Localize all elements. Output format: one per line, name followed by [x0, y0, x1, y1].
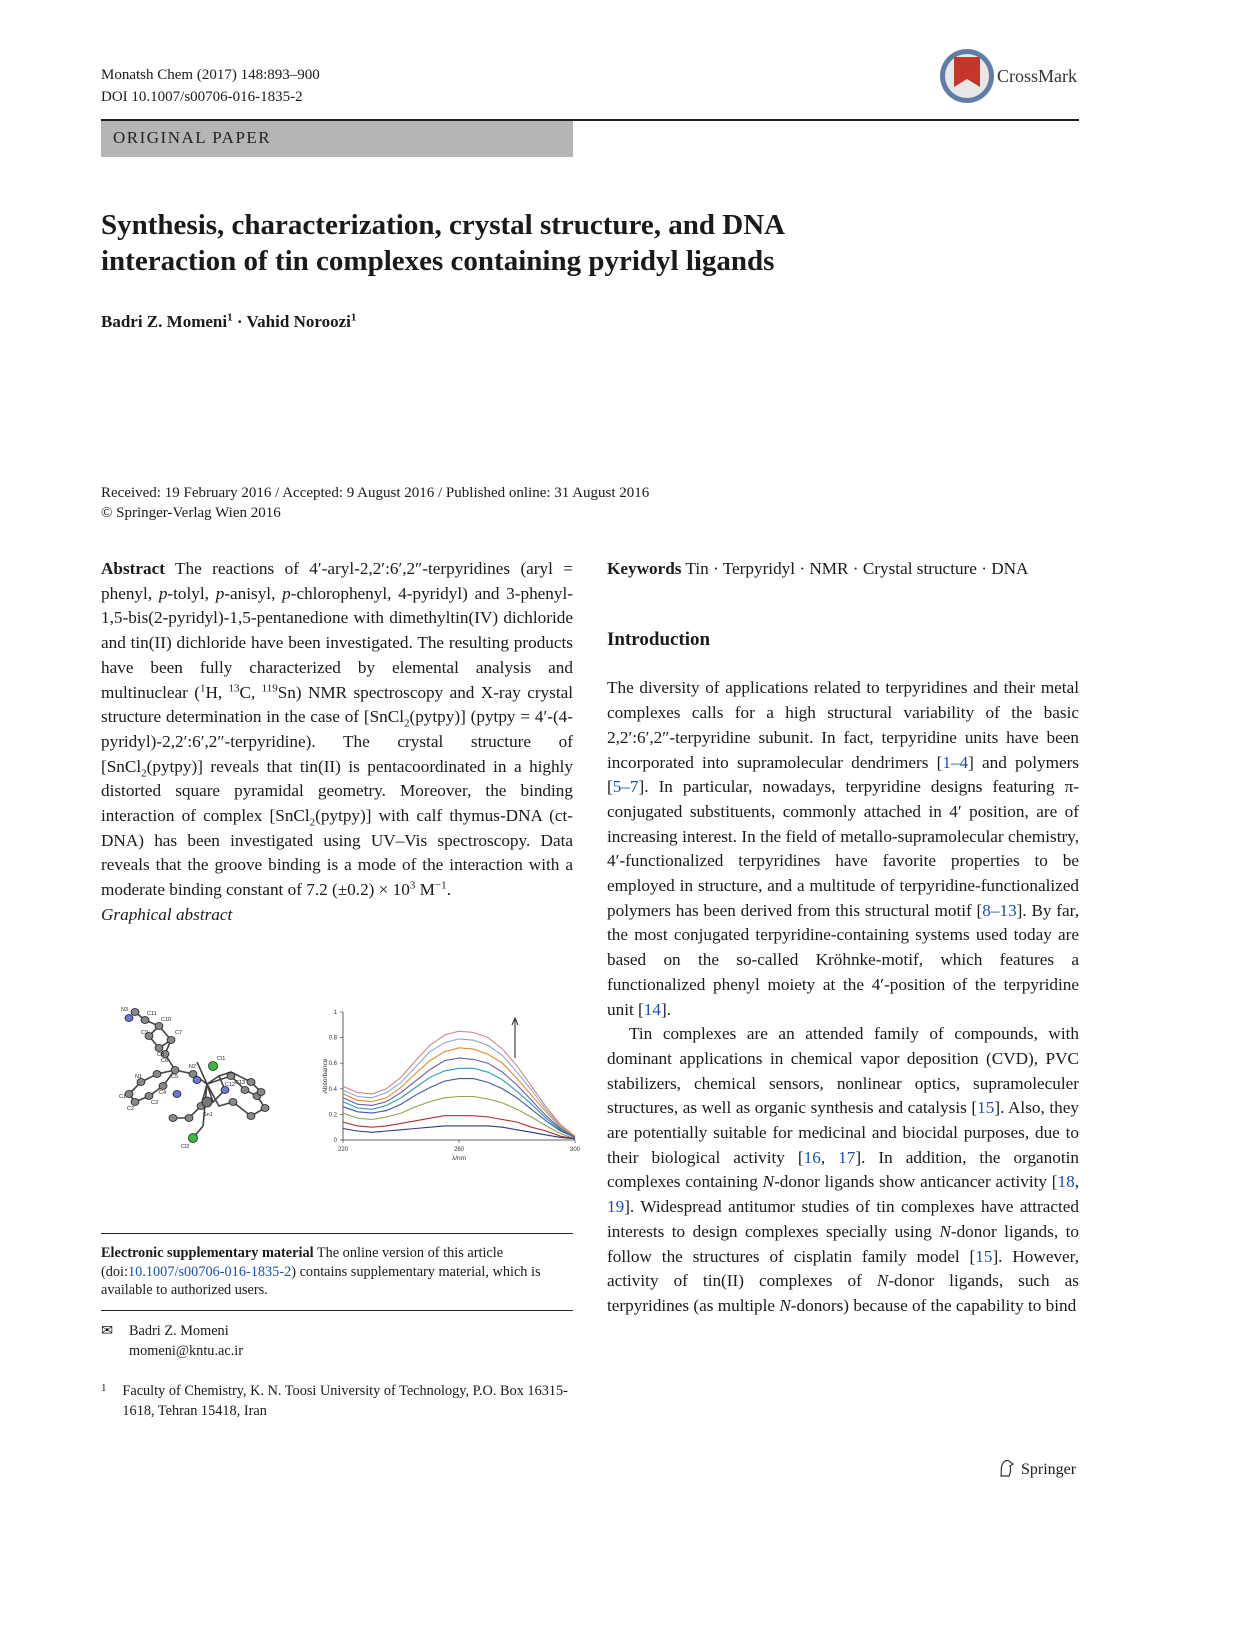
paper-title	[101, 207, 1001, 279]
atom-label: Sn1	[203, 1112, 213, 1118]
atom-label: C6	[161, 1058, 169, 1064]
y-tick-label: 0.2	[328, 1112, 337, 1119]
y-tick-label: 0.4	[328, 1086, 337, 1093]
atom-label: C13	[235, 1080, 246, 1086]
atom-label: C9	[141, 1030, 149, 1036]
journal-info	[101, 64, 320, 108]
author-separator: ·	[232, 312, 247, 331]
series-line	[343, 1126, 575, 1139]
atom-label: N3	[121, 1007, 129, 1013]
affiliation-block	[101, 1381, 573, 1421]
atom-label: C7	[175, 1030, 183, 1036]
atom-label: N2	[189, 1064, 197, 1070]
x-axis-label: λ/nm	[451, 1155, 467, 1162]
publisher-footer	[997, 1458, 1076, 1479]
atom-label: C8	[157, 1052, 165, 1058]
contact-rule	[101, 1310, 573, 1311]
affiliation-text: Faculty of Chemistry, K. N. Toosi University of Technology, P.O. Box 16315-1618, Tehran 15418, Iran	[122, 1383, 568, 1419]
section-label: ORIGINAL PAPER	[113, 128, 272, 147]
esm-label: Electronic supplementary material	[101, 1245, 314, 1261]
atom-label: C12	[225, 1082, 236, 1088]
supplementary-note	[101, 1244, 573, 1300]
atom-label: C11	[147, 1011, 157, 1017]
chart-series	[343, 1031, 575, 1139]
esm-doi-link[interactable]: 10.1007/s00706-016-1835-2	[128, 1263, 292, 1280]
introduction-heading: Introduction	[607, 628, 711, 650]
series-line	[343, 1031, 575, 1136]
atom-label: C10	[161, 1017, 172, 1023]
graphical-abstract-figure	[101, 998, 581, 1168]
abstract	[101, 557, 573, 903]
envelope-icon: ✉	[101, 1323, 113, 1339]
abstract-column	[101, 557, 573, 928]
intro-paragraph-1: The diversity of applications related to terpyridines and their metal complexes calls for a high structural variability of the basic 2,2′:6′,2″-terpyridine subunit. In fact, terpyridine units have been incorporated into supramolecular dendrimers [1–4] and polymers [5–7]. In particular, nowadays, terpyridine designs featuring π-conjugated substituents, commonly attached in 4′ position, are of increasing interest. In the field of metallo-supramolecular chemistry, 4′-functionalized terpyridines have favorite properties to be employed in structure, and a multitude of terpyridine-functionalized polymers has been derived from this structural motif [8–13]. By far, the most conjugated terpyridine-containing systems used today are based on the so-called Kröhnke-motif, which features a functionalized phenyl moiety at the 4′-position of the terpyridine unit [14].	[607, 678, 1079, 1019]
x-tick-label: 260	[453, 1147, 465, 1153]
y-tick-label: 1	[333, 1010, 337, 1016]
author-2-affil: 1	[350, 311, 357, 324]
affiliation-number: 1	[101, 1382, 107, 1394]
esm-rule	[101, 1233, 573, 1234]
keywords-label: Keywords	[607, 559, 682, 578]
keywords-text: Tin · Terpyridyl · NMR · Crystal structure · DNA	[681, 559, 1029, 578]
contact-name: Badri Z. Momeni	[129, 1323, 229, 1339]
atom-label: C1	[119, 1094, 127, 1100]
springer-horse-icon	[997, 1458, 1017, 1478]
abstract-label: Abstract	[101, 559, 165, 578]
tin-atom	[202, 1097, 212, 1107]
dates-line: Received: 19 February 2016 / Accepted: 9 August 2016 / Published online: 31 August 2016	[101, 485, 650, 501]
title-line-1: Synthesis, characterization, crystal structure, and DNA	[101, 209, 786, 241]
publisher-name: Springer	[1021, 1461, 1077, 1478]
atom-label-group	[119, 1007, 245, 1150]
copyright-line: © Springer-Verlag Wien 2016	[101, 505, 281, 521]
atom-label: C4	[159, 1090, 167, 1096]
crossmark-icon[interactable]	[938, 47, 996, 105]
right-column	[607, 557, 1079, 1319]
journal-doi: DOI 10.1007/s00706-016-1835-2	[101, 89, 303, 105]
keywords	[607, 557, 1079, 582]
uv-vis-chart	[322, 1010, 581, 1162]
abstract-text: The reactions of 4′-aryl-2,2′:6′,2″-terpyridines (aryl = phenyl, p-tolyl, p-anisyl, p-chlorophenyl, 4-pyridyl) and 3-phenyl-1,5-bis(2-pyridyl)-1,5-pentanedione with dimethyltin(IV) dichloride and tin(II) dichloride have been investigated. The resulting products have been fully characterized by elemental analysis and multinuclear ($^1$H, $^{13}$C, $^{119}$Sn) NMR spectroscopy and X-ray crystal structure determination in the case of [SnCl$_2$(pytpy)] (pytpy = 4′-(4-pyridyl)-2,2′:6′,2″-terpyridine). The crystal structure of [SnCl$_2$(pytpy)] reveals that tin(II) is pentacoordinated in a highly distorted square pyramidal geometry. Moreover, the binding interaction of complex [SnCl$_2$(pytpy)] with calf thymus-DNA (ct-DNA) has been investigated using UV–Vis spectroscopy. Data reveals that the groove binding is a mode of the interaction with a moderate binding constant of 7.2 $(\pm 0.2) \times 10^3$ $M^{-1}$.	[101, 559, 574, 900]
author-2[interactable]: Vahid Noroozi	[246, 312, 351, 331]
graphical-abstract-label: Graphical abstract	[101, 904, 233, 924]
y-tick-label: 0	[333, 1138, 337, 1144]
esm-text-1: The online version of this article (doi:	[101, 1245, 504, 1280]
atom-label: Cl2	[181, 1144, 190, 1150]
series-line	[343, 1039, 575, 1136]
y-tick-label: 0.6	[328, 1061, 337, 1068]
esm-text-2: ) contains supplementary material, which is available to authorized users.	[101, 1263, 541, 1298]
atom-label: C2	[127, 1106, 135, 1112]
intro-paragraph-2: Tin complexes are an attended family of compounds, with dominant applications in chemical vapor deposition (CVD), PVC stabilizers, chemical sensors, nonlinear optics, supramoleculer structures, as well as organic synthesis and catalysis [15]. Also, they are potentially suitable for medicinal and biocidal purposes, due to their biological activity [16, 17]. In addition, the organotin complexes containing N-donor ligands show anticancer activity [18, 19]. Widespread antitumor studies of tin complexes have attracted interests to design complexes specially using N-donor ligands, to follow the structures of cisplatin family model [15]. However, activity of tin(II) complexes of N-donor ligands, such as terpyridines (as multiple N-donors) because of the capability to bind	[607, 1024, 1080, 1315]
publication-dates	[101, 483, 649, 523]
contact-block	[101, 1321, 573, 1361]
atom-label: N1	[135, 1074, 143, 1080]
crossmark-label[interactable]: CrossMark	[997, 66, 1077, 86]
series-line	[343, 1097, 575, 1139]
atom-ellipsoids	[125, 1009, 269, 1122]
y-tick-label: 0.8	[328, 1035, 337, 1042]
x-tick-label: 300	[569, 1147, 581, 1153]
atom-label: Cl1	[217, 1056, 226, 1062]
x-tick-label: 220	[337, 1147, 349, 1153]
author-1[interactable]: Badri Z. Momeni	[101, 312, 228, 331]
title-line-2: interaction of tin complexes containing pyridyl ligands	[101, 245, 775, 277]
author-list	[101, 312, 356, 332]
y-axis-label: Absorbance	[322, 1058, 329, 1094]
crystal-structure-drawing	[119, 1007, 269, 1150]
journal-citation: Monatsh Chem (2017) 148:893–900	[101, 67, 320, 83]
atom-label: C3	[151, 1100, 159, 1106]
author-1-affil: 1	[227, 311, 233, 324]
section-banner	[101, 121, 573, 157]
atom-label: C5	[171, 1074, 179, 1080]
series-line	[343, 1116, 575, 1139]
contact-email[interactable]: momeni@kntu.ac.ir	[129, 1343, 244, 1359]
